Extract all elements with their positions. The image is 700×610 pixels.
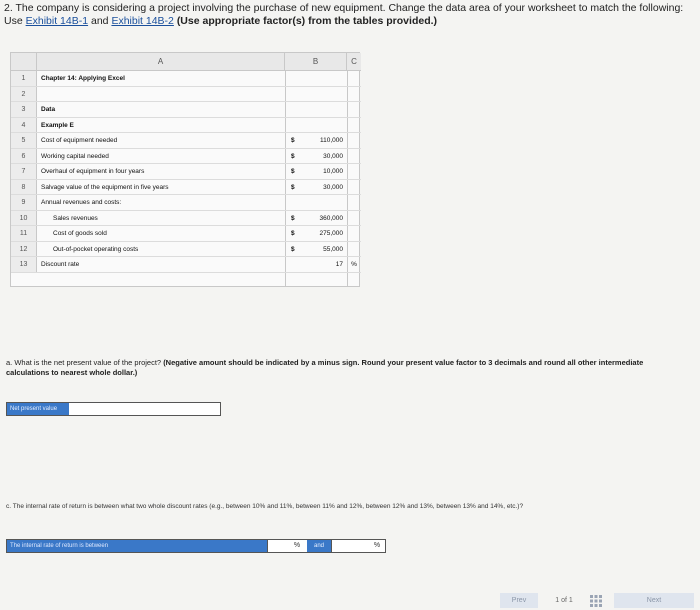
cell-currency: $: [291, 230, 295, 237]
cell-value[interactable]: 10,000: [323, 168, 343, 175]
column-header-b: B: [285, 53, 347, 71]
sheet-row: [11, 180, 361, 196]
row-number: 9: [11, 195, 37, 210]
cell-value[interactable]: 55,000: [323, 245, 343, 253]
cell-label[interactable]: Overhaul of equipment in four years: [41, 168, 145, 175]
cell-currency: $: [291, 137, 295, 144]
row-number: 11: [11, 226, 37, 241]
row-number: 4: [11, 118, 37, 133]
column-header-a: A: [37, 53, 285, 71]
irr-low-percent: %: [293, 542, 301, 549]
corner-cell: [11, 53, 37, 71]
cell-label[interactable]: Example E: [41, 121, 74, 129]
sheet-row: [11, 133, 361, 149]
row-number: 8: [11, 180, 37, 195]
row-number: 6: [11, 149, 37, 164]
cell-value[interactable]: 30,000: [323, 183, 343, 191]
row-number: 2: [11, 87, 37, 102]
npv-label: Net present value: [7, 403, 69, 415]
cell-label[interactable]: Cost of goods sold: [53, 230, 107, 237]
cell-label[interactable]: Working capital needed: [41, 152, 109, 160]
sheet-row: [11, 71, 361, 87]
column-header-c: C: [347, 53, 361, 71]
cell-label[interactable]: Annual revenues and costs:: [41, 199, 122, 206]
irr-divider: [331, 540, 332, 552]
cell-label[interactable]: Salvage value of the equipment in five years: [41, 183, 169, 191]
cell-currency: $: [291, 245, 295, 253]
page-indicator: 1 of 1: [555, 597, 573, 604]
cell-label[interactable]: Chapter 14: Applying Excel: [41, 75, 125, 82]
row-number: 12: [11, 242, 37, 257]
cell-currency: $: [291, 214, 295, 222]
sheet-row: [11, 149, 361, 165]
sheet-rows: [11, 71, 361, 273]
row-number: 7: [11, 164, 37, 179]
cell-value[interactable]: 110,000: [319, 137, 343, 144]
sheet-row: [11, 257, 361, 273]
sheet-row: [11, 118, 361, 134]
question-c-text: c. The internal rate of return is between what two whole discount rates (e.g., between 10% and 11%, between 11% and 12%, between 12% and 13%, between 13% and 14%, etc.)?: [6, 503, 524, 510]
question-a: [6, 358, 666, 378]
cell-currency: $: [291, 183, 295, 191]
row-number: 5: [11, 133, 37, 148]
question-intro: 2. The company is considering a project involving the purchase of new equipment. Change the data area of your worksheet to match the following: Use: [4, 2, 684, 27]
row-number: 1: [11, 71, 37, 86]
sheet-row: [11, 242, 361, 258]
irr-divider: [267, 540, 268, 552]
sheet-row: [11, 226, 361, 242]
cell-label[interactable]: Sales revenues: [53, 214, 98, 222]
cell-label[interactable]: Discount rate: [41, 261, 80, 268]
cell-currency: $: [291, 152, 295, 160]
row-number: 13: [11, 257, 37, 272]
npv-input-row[interactable]: [6, 402, 221, 416]
row-number: 10: [11, 211, 37, 226]
exhibit-14b-2-link[interactable]: Exhibit 14B-2: [111, 15, 174, 27]
cell-value[interactable]: 275,000: [319, 230, 343, 237]
row-number: 3: [11, 102, 37, 117]
sheet-row: [11, 211, 361, 227]
question-a-text: a. What is the net present value of the project?: [6, 358, 162, 367]
question-a-note: (Negative amount should be indicated by a minus sign. Round your present value factor to 3 decimals and round all other intermediate calculations to nearest whole dollar.): [6, 358, 644, 377]
next-button[interactable]: Next: [614, 593, 694, 608]
cell-value[interactable]: 360,000: [319, 214, 343, 222]
cell-label[interactable]: Data: [41, 106, 56, 113]
cell-value[interactable]: 30,000: [323, 152, 343, 160]
cell-currency: $: [291, 168, 295, 175]
sheet-row: [11, 102, 361, 118]
question-instruction: (Use appropriate factor(s) from the tables provided.): [176, 15, 438, 27]
irr-and-label: and: [307, 540, 331, 552]
exhibit-14b-1-link[interactable]: Exhibit 14B-1: [25, 15, 89, 27]
cell-c[interactable]: %: [351, 261, 357, 268]
cell-label[interactable]: Cost of equipment needed: [41, 137, 118, 144]
sheet-row: [11, 164, 361, 180]
grid-icon[interactable]: [590, 595, 602, 607]
footer-nav: [0, 593, 700, 610]
irr-high-percent: %: [373, 542, 381, 549]
question-and: and: [90, 15, 109, 27]
cell-value[interactable]: 17: [335, 261, 343, 268]
sheet-row: [11, 195, 361, 211]
irr-input-row: [6, 539, 386, 553]
irr-label: The internal rate of return is between: [7, 540, 267, 552]
cell-label[interactable]: Out-of-pocket operating costs: [53, 245, 139, 253]
sheet-row: [11, 87, 361, 103]
prev-button[interactable]: Prev: [500, 593, 538, 608]
spreadsheet: [10, 52, 360, 287]
question-text: [4, 2, 694, 28]
